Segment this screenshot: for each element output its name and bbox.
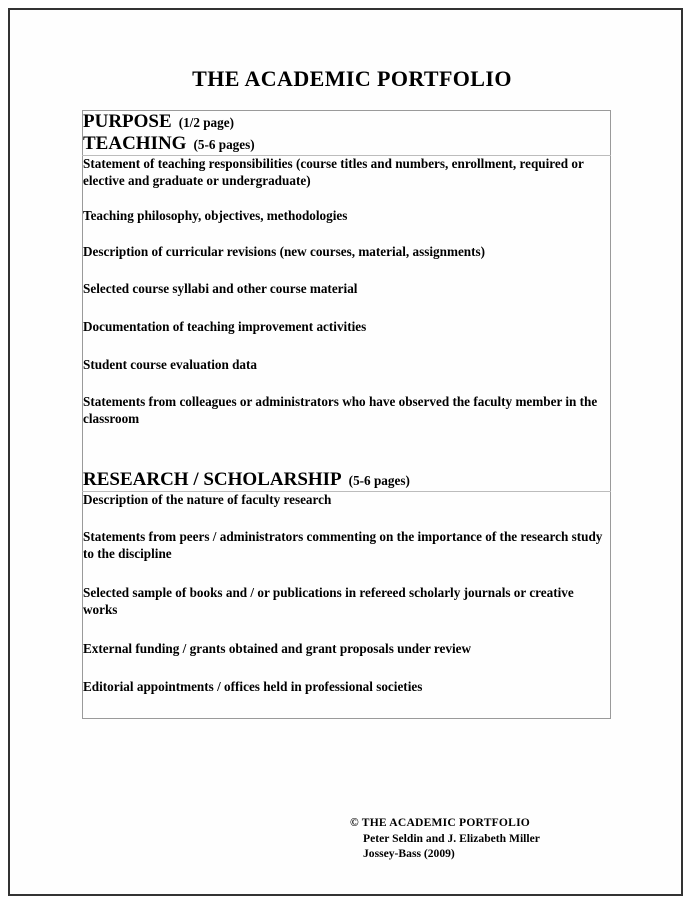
copyright-icon: ©	[350, 816, 359, 829]
list-item: Teaching philosophy, objectives, methodologies	[83, 208, 348, 223]
list-item: Statements from colleagues or administrators who have observed the faculty member in the classroom	[83, 394, 598, 426]
list-item: Student course evaluation data	[83, 357, 258, 372]
table-row	[83, 585, 611, 641]
list-item: Description of curricular revisions (new courses, material, assignments)	[83, 244, 486, 259]
table-row-section-teaching	[83, 133, 611, 156]
footer-copyright-line	[350, 815, 630, 831]
table-row	[83, 244, 611, 281]
table-row-section-purpose	[83, 111, 611, 134]
table-row	[83, 357, 611, 394]
table-row	[83, 492, 611, 530]
footer-copyright-title: THE ACADEMIC PORTFOLIO	[361, 816, 531, 829]
outline-item-cell	[83, 357, 611, 394]
portfolio-table-body	[83, 111, 611, 719]
table-row-section-research-scholarship	[83, 449, 611, 492]
section-heading-teaching: TEACHING	[83, 133, 187, 154]
footer-publisher: Jossey-Bass (2009)	[363, 847, 455, 861]
outline-item-cell	[83, 529, 611, 585]
outline-item-cell	[83, 244, 611, 281]
portfolio-outline-table	[82, 110, 611, 719]
table-row	[83, 529, 611, 585]
outline-item-cell	[83, 281, 611, 319]
list-item: Selected sample of books and / or publications in refereed scholarly journals or creative works	[83, 585, 574, 617]
list-item: Statements from peers / administrators commenting on the importance of the research study to the discipline	[83, 529, 603, 561]
list-item: Editorial appointments / offices held in professional societies	[83, 679, 423, 694]
table-row	[83, 208, 611, 244]
section-heading-cell-teaching	[83, 133, 611, 156]
outline-item-cell	[83, 319, 611, 357]
section-heading-purpose: PURPOSE	[83, 111, 172, 132]
outline-item-cell	[83, 208, 611, 244]
table-row	[83, 281, 611, 319]
table-row	[83, 679, 611, 719]
footer-attribution	[350, 815, 630, 862]
list-item: Statement of teaching responsibilities (course titles and numbers, enrollment, required or elective and graduate or undergraduate)	[83, 156, 584, 188]
table-row	[83, 641, 611, 679]
outline-item-cell	[83, 585, 611, 641]
list-item: Documentation of teaching improvement activities	[83, 319, 367, 334]
table-row	[83, 156, 611, 209]
section-pages-teaching: (5-6 pages)	[193, 137, 255, 152]
outline-item-cell	[83, 679, 611, 719]
list-item: Selected course syllabi and other course material	[83, 281, 358, 296]
section-heading-research-scholarship: RESEARCH / SCHOLARSHIP	[83, 469, 342, 490]
list-item: Description of the nature of faculty research	[83, 492, 332, 507]
section-heading-cell-research-scholarship	[83, 449, 611, 492]
footer-authors: Peter Seldin and J. Elizabeth Miller	[363, 831, 540, 845]
document-page	[8, 8, 683, 896]
outline-item-cell	[83, 641, 611, 679]
list-item: External funding / grants obtained and grant proposals under review	[83, 641, 471, 656]
outline-item-cell	[83, 492, 611, 530]
outline-item-cell	[83, 394, 611, 449]
section-pages-purpose: (1/2 page)	[178, 115, 234, 130]
table-row	[83, 394, 611, 449]
section-pages-research-scholarship: (5-6 pages)	[348, 473, 410, 488]
table-row	[83, 319, 611, 357]
outline-item-cell	[83, 156, 611, 209]
section-heading-cell-purpose	[83, 111, 611, 134]
page-title: THE ACADEMIC PORTFOLIO	[192, 66, 512, 91]
